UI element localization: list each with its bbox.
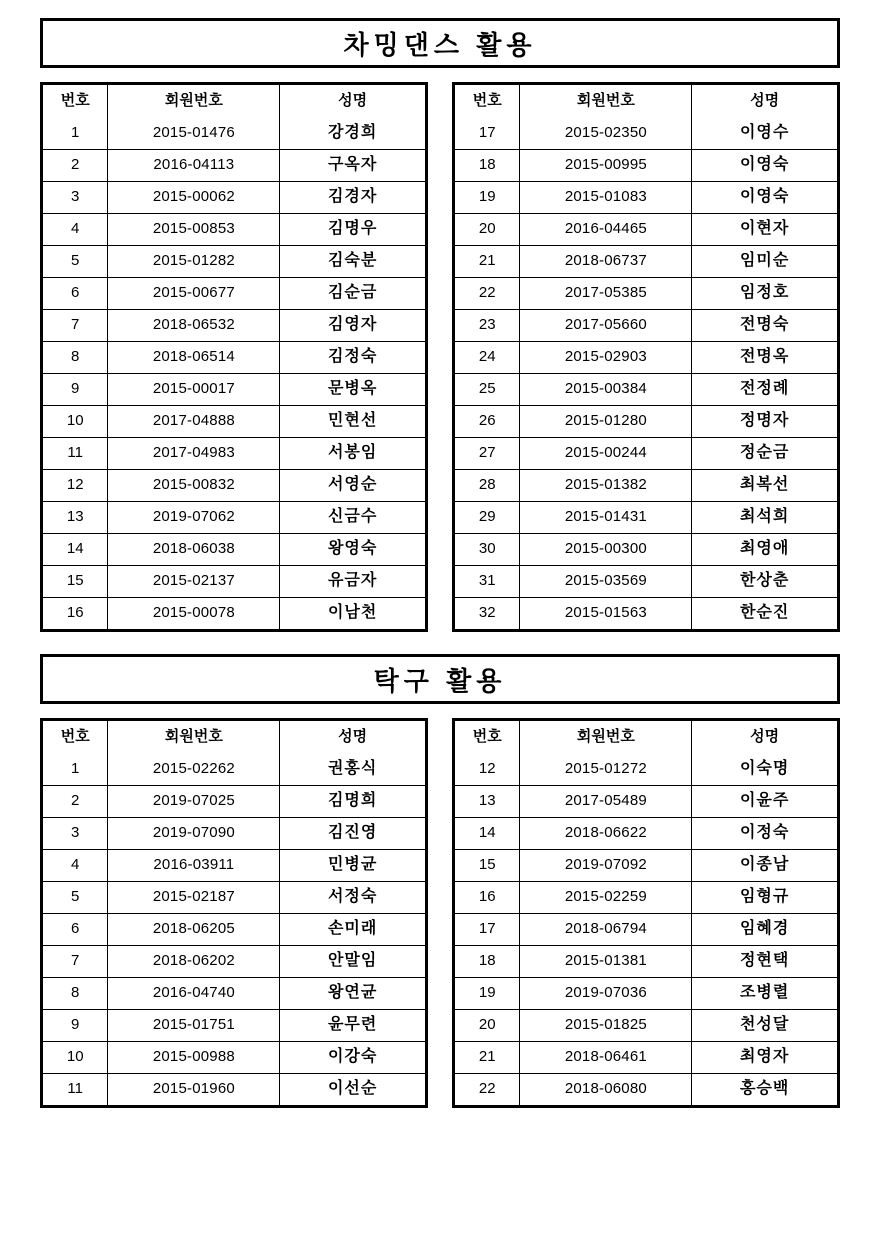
table-row	[43, 373, 425, 405]
cell-number: 4	[43, 213, 108, 245]
cell-number: 6	[43, 913, 108, 945]
cell-member-id: 2015-02262	[108, 753, 280, 785]
cell-number: 9	[43, 1009, 108, 1041]
cell-member-id: 2017-05660	[520, 309, 692, 341]
cell-member-id: 2018-06794	[520, 913, 692, 945]
cell-name: 김정숙	[280, 341, 425, 373]
cell-member-id: 2015-00300	[520, 533, 692, 565]
cell-name: 이정숙	[692, 817, 837, 849]
cell-number: 22	[455, 1073, 520, 1105]
member-table	[455, 85, 837, 629]
cell-name: 왕연균	[280, 977, 425, 1009]
cell-name: 민현선	[280, 405, 425, 437]
cell-name: 서정숙	[280, 881, 425, 913]
cell-number: 27	[455, 437, 520, 469]
tables-row	[40, 82, 840, 632]
program-section	[40, 654, 840, 1108]
cell-name: 김경자	[280, 181, 425, 213]
cell-name: 유금자	[280, 565, 425, 597]
cell-member-id: 2015-00017	[108, 373, 280, 405]
cell-member-id: 2018-06461	[520, 1041, 692, 1073]
cell-name: 서봉임	[280, 437, 425, 469]
table-row	[43, 405, 425, 437]
cell-number: 10	[43, 1041, 108, 1073]
cell-number: 6	[43, 277, 108, 309]
cell-number: 3	[43, 181, 108, 213]
cell-member-id: 2015-01083	[520, 181, 692, 213]
cell-number: 1	[43, 117, 108, 149]
cell-name: 이종남	[692, 849, 837, 881]
cell-name: 이영숙	[692, 149, 837, 181]
cell-name: 안말임	[280, 945, 425, 977]
cell-name: 최영애	[692, 533, 837, 565]
table-row	[455, 245, 837, 277]
column-header-number: 번호	[455, 721, 520, 753]
cell-member-id: 2019-07036	[520, 977, 692, 1009]
cell-number: 17	[455, 117, 520, 149]
cell-member-id: 2016-03911	[108, 849, 280, 881]
cell-name: 김숙분	[280, 245, 425, 277]
table-row	[455, 533, 837, 565]
cell-member-id: 2015-01563	[520, 597, 692, 629]
cell-member-id: 2015-01280	[520, 405, 692, 437]
cell-number: 30	[455, 533, 520, 565]
table-row	[455, 565, 837, 597]
table-row	[455, 373, 837, 405]
column-header-member-id: 회원번호	[520, 85, 692, 117]
cell-member-id: 2015-02259	[520, 881, 692, 913]
cell-member-id: 2018-06080	[520, 1073, 692, 1105]
cell-name: 한순진	[692, 597, 837, 629]
table-row	[43, 849, 425, 881]
table-row	[43, 213, 425, 245]
cell-number: 2	[43, 149, 108, 181]
cell-name: 정순금	[692, 437, 837, 469]
cell-number: 11	[43, 437, 108, 469]
member-table	[455, 721, 837, 1105]
table-row	[455, 785, 837, 817]
cell-name: 이영수	[692, 117, 837, 149]
table-row	[455, 277, 837, 309]
cell-member-id: 2015-00384	[520, 373, 692, 405]
cell-member-id: 2015-00995	[520, 149, 692, 181]
cell-number: 26	[455, 405, 520, 437]
cell-name: 민병균	[280, 849, 425, 881]
section-title	[40, 654, 840, 704]
cell-name: 전정례	[692, 373, 837, 405]
cell-number: 21	[455, 1041, 520, 1073]
table-row	[43, 469, 425, 501]
cell-number: 17	[455, 913, 520, 945]
table-row	[455, 945, 837, 977]
program-section	[40, 18, 840, 632]
table-row	[455, 309, 837, 341]
cell-number: 7	[43, 309, 108, 341]
table-row	[455, 977, 837, 1009]
member-table-right	[452, 718, 840, 1108]
table-header-row	[43, 85, 425, 117]
cell-name: 손미래	[280, 913, 425, 945]
cell-member-id: 2017-04983	[108, 437, 280, 469]
cell-member-id: 2018-06737	[520, 245, 692, 277]
column-header-member-id: 회원번호	[108, 85, 280, 117]
member-table-right	[452, 82, 840, 632]
table-header-row	[455, 721, 837, 753]
cell-number: 10	[43, 405, 108, 437]
cell-member-id: 2017-04888	[108, 405, 280, 437]
table-row	[455, 817, 837, 849]
cell-number: 18	[455, 945, 520, 977]
table-row	[455, 753, 837, 785]
member-table-left	[40, 82, 428, 632]
cell-name: 임형규	[692, 881, 837, 913]
member-table-left	[40, 718, 428, 1108]
table-row	[455, 849, 837, 881]
table-row	[43, 149, 425, 181]
column-header-name: 성명	[280, 85, 425, 117]
cell-number: 7	[43, 945, 108, 977]
cell-member-id: 2015-01282	[108, 245, 280, 277]
cell-member-id: 2015-00853	[108, 213, 280, 245]
section-title-text: 차밍댄스 활용	[343, 29, 537, 60]
table-row	[455, 149, 837, 181]
cell-name: 문병옥	[280, 373, 425, 405]
member-table	[43, 85, 425, 629]
cell-name: 강경희	[280, 117, 425, 149]
cell-member-id: 2017-05489	[520, 785, 692, 817]
cell-number: 15	[43, 565, 108, 597]
cell-member-id: 2015-01381	[520, 945, 692, 977]
cell-name: 권홍식	[280, 753, 425, 785]
cell-number: 21	[455, 245, 520, 277]
cell-member-id: 2015-01476	[108, 117, 280, 149]
cell-name: 이영숙	[692, 181, 837, 213]
table-row	[43, 913, 425, 945]
table-row	[455, 405, 837, 437]
table-row	[43, 597, 425, 629]
table-row	[455, 913, 837, 945]
cell-number: 14	[455, 817, 520, 849]
cell-name: 천성달	[692, 1009, 837, 1041]
column-header-number: 번호	[43, 721, 108, 753]
cell-member-id: 2019-07062	[108, 501, 280, 533]
cell-member-id: 2015-00062	[108, 181, 280, 213]
table-row	[43, 785, 425, 817]
cell-name: 김순금	[280, 277, 425, 309]
cell-number: 5	[43, 245, 108, 277]
column-header-number: 번호	[43, 85, 108, 117]
member-table	[43, 721, 425, 1105]
cell-name: 이남천	[280, 597, 425, 629]
cell-member-id: 2017-05385	[520, 277, 692, 309]
cell-member-id: 2015-02187	[108, 881, 280, 913]
table-row	[455, 469, 837, 501]
cell-name: 이선순	[280, 1073, 425, 1105]
cell-name: 김명희	[280, 785, 425, 817]
cell-name: 최복선	[692, 469, 837, 501]
cell-number: 29	[455, 501, 520, 533]
cell-number: 8	[43, 977, 108, 1009]
table-row	[43, 341, 425, 373]
cell-member-id: 2016-04465	[520, 213, 692, 245]
cell-number: 5	[43, 881, 108, 913]
cell-number: 4	[43, 849, 108, 881]
cell-name: 임정호	[692, 277, 837, 309]
column-header-number: 번호	[455, 85, 520, 117]
table-row	[455, 1041, 837, 1073]
cell-name: 전명숙	[692, 309, 837, 341]
cell-name: 정명자	[692, 405, 837, 437]
table-row	[43, 753, 425, 785]
cell-number: 28	[455, 469, 520, 501]
cell-name: 왕영숙	[280, 533, 425, 565]
table-row	[455, 1009, 837, 1041]
cell-member-id: 2015-02903	[520, 341, 692, 373]
table-row	[455, 181, 837, 213]
table-row	[43, 945, 425, 977]
table-row	[43, 533, 425, 565]
cell-member-id: 2015-01751	[108, 1009, 280, 1041]
cell-number: 19	[455, 977, 520, 1009]
cell-member-id: 2015-00677	[108, 277, 280, 309]
cell-name: 최석희	[692, 501, 837, 533]
cell-number: 12	[43, 469, 108, 501]
cell-member-id: 2015-02137	[108, 565, 280, 597]
cell-number: 14	[43, 533, 108, 565]
cell-number: 31	[455, 565, 520, 597]
cell-member-id: 2015-00988	[108, 1041, 280, 1073]
cell-member-id: 2018-06622	[520, 817, 692, 849]
cell-number: 16	[455, 881, 520, 913]
cell-name: 전명옥	[692, 341, 837, 373]
cell-name: 서영순	[280, 469, 425, 501]
column-header-name: 성명	[692, 721, 837, 753]
cell-member-id: 2015-01960	[108, 1073, 280, 1105]
column-header-member-id: 회원번호	[520, 721, 692, 753]
table-row	[455, 597, 837, 629]
table-row	[43, 309, 425, 341]
table-header-row	[43, 721, 425, 753]
column-header-member-id: 회원번호	[108, 721, 280, 753]
cell-number: 25	[455, 373, 520, 405]
cell-name: 한상춘	[692, 565, 837, 597]
cell-member-id: 2015-00244	[520, 437, 692, 469]
table-row	[455, 341, 837, 373]
cell-name: 이숙명	[692, 753, 837, 785]
cell-member-id: 2015-01382	[520, 469, 692, 501]
cell-member-id: 2019-07090	[108, 817, 280, 849]
cell-number: 11	[43, 1073, 108, 1105]
table-row	[43, 1073, 425, 1105]
cell-number: 18	[455, 149, 520, 181]
cell-number: 16	[43, 597, 108, 629]
cell-name: 이현자	[692, 213, 837, 245]
cell-number: 2	[43, 785, 108, 817]
section-title-text: 탁구 활용	[373, 665, 507, 696]
cell-member-id: 2018-06205	[108, 913, 280, 945]
cell-name: 김진영	[280, 817, 425, 849]
table-row	[455, 213, 837, 245]
table-row	[43, 881, 425, 913]
cell-number: 15	[455, 849, 520, 881]
table-row	[43, 181, 425, 213]
table-row	[455, 1073, 837, 1105]
tables-row	[40, 718, 840, 1108]
cell-number: 19	[455, 181, 520, 213]
cell-member-id: 2018-06514	[108, 341, 280, 373]
cell-number: 13	[455, 785, 520, 817]
cell-name: 신금수	[280, 501, 425, 533]
table-header-row	[455, 85, 837, 117]
cell-number: 13	[43, 501, 108, 533]
cell-name: 이강숙	[280, 1041, 425, 1073]
table-row	[43, 1009, 425, 1041]
table-row	[43, 565, 425, 597]
cell-member-id: 2015-00832	[108, 469, 280, 501]
table-row	[43, 1041, 425, 1073]
column-header-name: 성명	[692, 85, 837, 117]
cell-member-id: 2018-06202	[108, 945, 280, 977]
cell-number: 1	[43, 753, 108, 785]
table-row	[43, 817, 425, 849]
cell-number: 3	[43, 817, 108, 849]
cell-name: 홍승백	[692, 1073, 837, 1105]
cell-number: 20	[455, 213, 520, 245]
cell-member-id: 2016-04113	[108, 149, 280, 181]
cell-number: 9	[43, 373, 108, 405]
cell-name: 정현택	[692, 945, 837, 977]
cell-member-id: 2018-06532	[108, 309, 280, 341]
sections-container	[40, 18, 840, 1108]
table-row	[43, 245, 425, 277]
cell-number: 24	[455, 341, 520, 373]
cell-name: 김영자	[280, 309, 425, 341]
cell-name: 임혜경	[692, 913, 837, 945]
cell-name: 최영자	[692, 1041, 837, 1073]
cell-name: 이윤주	[692, 785, 837, 817]
cell-number: 12	[455, 753, 520, 785]
table-row	[455, 881, 837, 913]
table-row	[455, 117, 837, 149]
table-row	[455, 501, 837, 533]
cell-number: 22	[455, 277, 520, 309]
cell-number: 20	[455, 1009, 520, 1041]
cell-number: 23	[455, 309, 520, 341]
table-row	[43, 977, 425, 1009]
cell-member-id: 2015-01431	[520, 501, 692, 533]
cell-name: 구옥자	[280, 149, 425, 181]
cell-name: 윤무련	[280, 1009, 425, 1041]
cell-member-id: 2015-03569	[520, 565, 692, 597]
cell-member-id: 2016-04740	[108, 977, 280, 1009]
cell-name: 김명우	[280, 213, 425, 245]
table-row	[43, 117, 425, 149]
table-row	[43, 501, 425, 533]
cell-member-id: 2018-06038	[108, 533, 280, 565]
cell-member-id: 2015-01272	[520, 753, 692, 785]
cell-member-id: 2015-02350	[520, 117, 692, 149]
table-row	[455, 437, 837, 469]
cell-number: 32	[455, 597, 520, 629]
column-header-name: 성명	[280, 721, 425, 753]
table-row	[43, 277, 425, 309]
section-title	[40, 18, 840, 68]
table-row	[43, 437, 425, 469]
cell-member-id: 2015-01825	[520, 1009, 692, 1041]
cell-member-id: 2019-07092	[520, 849, 692, 881]
cell-name: 조병렬	[692, 977, 837, 1009]
cell-number: 8	[43, 341, 108, 373]
cell-member-id: 2015-00078	[108, 597, 280, 629]
cell-name: 임미순	[692, 245, 837, 277]
cell-member-id: 2019-07025	[108, 785, 280, 817]
